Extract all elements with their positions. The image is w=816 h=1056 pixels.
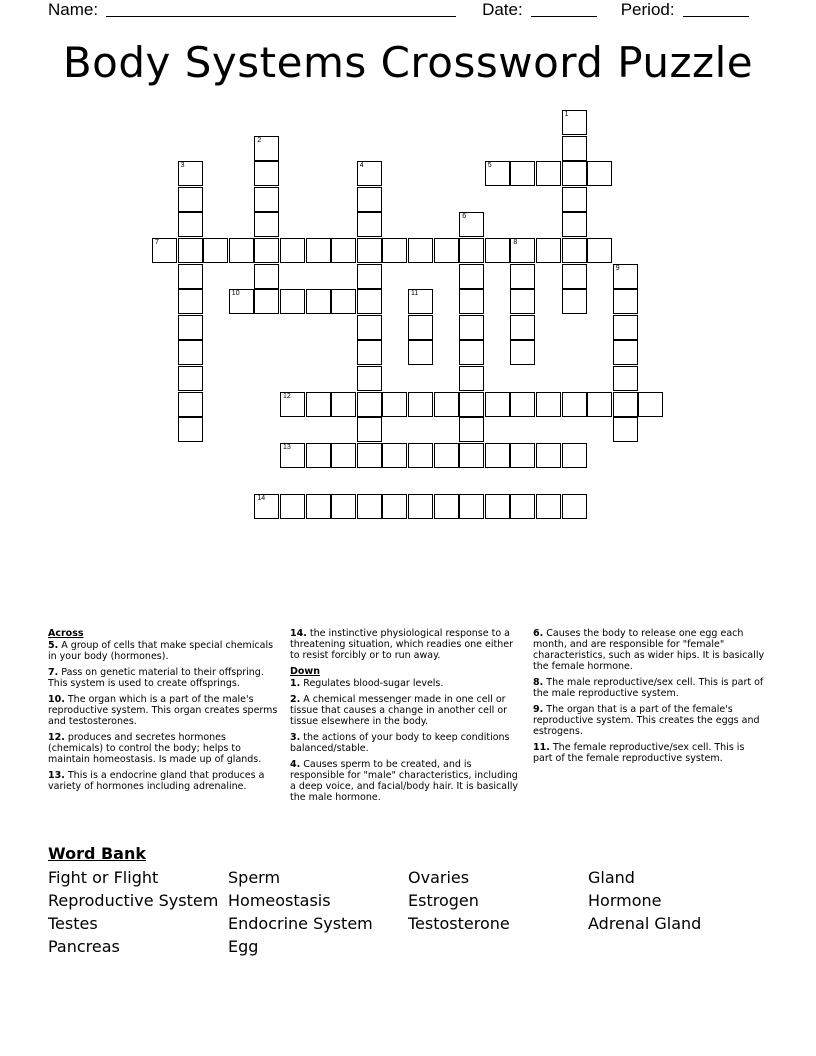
clue-number: 11 xyxy=(411,290,419,298)
grid-cell[interactable] xyxy=(434,238,459,263)
grid-cell[interactable] xyxy=(382,494,407,519)
clue-number: 12 xyxy=(283,392,291,400)
grid-cell[interactable] xyxy=(459,340,484,365)
grid-cell[interactable] xyxy=(331,392,356,417)
grid-cell[interactable] xyxy=(357,264,382,289)
clue-number: 13 xyxy=(283,443,291,451)
word-bank-item: Ovaries xyxy=(408,868,470,887)
grid-cell[interactable] xyxy=(613,392,638,417)
grid-cell[interactable] xyxy=(357,238,382,263)
grid-cell[interactable] xyxy=(485,161,510,186)
grid-cell[interactable] xyxy=(459,392,484,417)
grid-cell[interactable] xyxy=(178,315,203,340)
word-bank-item: Gland xyxy=(588,868,635,887)
clues-column-3 xyxy=(533,628,765,769)
grid-cell[interactable] xyxy=(485,443,510,468)
grid-cell[interactable] xyxy=(408,238,433,263)
grid-cell[interactable] xyxy=(178,366,203,391)
grid-cell[interactable] xyxy=(331,289,356,314)
grid-cell[interactable] xyxy=(562,187,587,212)
date-label: Date: xyxy=(482,0,523,19)
clue-across-10: 10. The organ which is a part of the male's reproductive system. This organ creates sperms and testosterones. xyxy=(48,694,278,727)
grid-cell[interactable] xyxy=(178,161,203,186)
word-bank-item: Testosterone xyxy=(408,914,510,933)
clues-column-2 xyxy=(290,628,522,808)
grid-cell[interactable] xyxy=(536,443,561,468)
grid-cell[interactable] xyxy=(510,315,535,340)
clue-number: 1 xyxy=(564,111,569,118)
clue-number: 7 xyxy=(155,239,159,246)
clue-number: 8 xyxy=(513,239,518,246)
grid-cell[interactable] xyxy=(562,161,587,186)
grid-cell[interactable] xyxy=(562,443,587,468)
clue-number: 14 xyxy=(257,495,266,502)
clue-across-12: 12. produces and secretes hormones (chemicals) to control the body; helps to maintain homeostasis. Is made up of glands. xyxy=(48,732,262,765)
grid-cell[interactable] xyxy=(306,443,331,468)
grid-cell[interactable] xyxy=(434,443,459,468)
clue-number: 5 xyxy=(487,162,492,170)
grid-cell[interactable] xyxy=(178,392,203,417)
clue-across-5: 5. A group of cells that make special chemicals in your body (hormones). xyxy=(48,640,274,662)
grid-cell[interactable] xyxy=(357,289,382,314)
grid-cell[interactable] xyxy=(562,494,587,519)
grid-cell[interactable] xyxy=(485,392,510,417)
word-bank-item: Reproductive System xyxy=(48,891,219,910)
word-bank-title: Word Bank xyxy=(48,844,147,863)
clue-across-14: 14. the instinctive physiological response to a threatening situation, which readies one either to resist forcibly or to run away. xyxy=(290,628,514,661)
grid-cell[interactable] xyxy=(382,443,407,468)
grid-cell[interactable] xyxy=(254,264,279,289)
grid-cell[interactable] xyxy=(203,238,228,263)
grid-cell[interactable] xyxy=(229,289,254,314)
grid-cell[interactable] xyxy=(178,187,203,212)
grid-cell[interactable] xyxy=(178,340,203,365)
page-title: Body Systems Crossword Puzzle xyxy=(62,38,754,87)
grid-cell[interactable] xyxy=(459,289,484,314)
grid-cell[interactable] xyxy=(434,494,459,519)
grid-cell[interactable] xyxy=(357,315,382,340)
clue-down-11: 11. The female reproductive/sex cell. This is part of the female reproductive system. xyxy=(533,742,745,764)
grid-cell[interactable] xyxy=(408,443,433,468)
grid-cell[interactable] xyxy=(459,366,484,391)
grid-cell[interactable] xyxy=(459,264,484,289)
grid-cell[interactable] xyxy=(536,392,561,417)
word-bank-item: Endocrine System xyxy=(228,914,373,933)
grid-cell[interactable] xyxy=(485,494,510,519)
grid-cell[interactable] xyxy=(254,212,279,237)
word-bank-item: Hormone xyxy=(588,891,662,910)
grid-cell[interactable] xyxy=(306,392,331,417)
word-bank-item: Testes xyxy=(48,914,98,933)
grid-cell[interactable] xyxy=(408,494,433,519)
name-label: Name: xyxy=(48,0,99,19)
grid-cell[interactable] xyxy=(280,289,305,314)
grid-cell[interactable] xyxy=(306,494,331,519)
grid-cell[interactable] xyxy=(562,110,587,135)
grid-cell[interactable] xyxy=(536,494,561,519)
grid-cell[interactable] xyxy=(280,443,305,468)
clue-across-13: 13. This is a endocrine gland that produces a variety of hormones including adrenaline. xyxy=(48,770,265,792)
grid-cell[interactable] xyxy=(408,315,433,340)
grid-cell[interactable] xyxy=(357,443,382,468)
grid-cell[interactable] xyxy=(280,392,305,417)
grid-cell[interactable] xyxy=(510,289,535,314)
grid-cell[interactable] xyxy=(587,161,612,186)
grid-cell[interactable] xyxy=(562,289,587,314)
grid-cell[interactable] xyxy=(254,494,279,519)
grid-cell[interactable] xyxy=(254,238,279,263)
grid-cell[interactable] xyxy=(254,136,279,161)
grid-cell[interactable] xyxy=(510,443,535,468)
grid-cell[interactable] xyxy=(613,264,638,289)
grid-cell[interactable] xyxy=(178,238,203,263)
grid-cell[interactable] xyxy=(382,392,407,417)
grid-cell[interactable] xyxy=(357,494,382,519)
grid-cell[interactable] xyxy=(152,238,177,263)
grid-cell[interactable] xyxy=(613,289,638,314)
clue-number: 10 xyxy=(231,290,240,298)
grid-cell[interactable] xyxy=(459,443,484,468)
word-bank-item: Sperm xyxy=(228,868,281,887)
clue-number: 4 xyxy=(359,162,364,170)
grid-cell[interactable] xyxy=(280,494,305,519)
word-bank-item: Egg xyxy=(228,937,259,956)
grid-cell[interactable] xyxy=(459,212,484,237)
grid-cell[interactable] xyxy=(536,238,561,263)
grid-cell[interactable] xyxy=(331,443,356,468)
clue-across-7: 7. Pass on genetic material to their offspring. This system is used to create offsprings. xyxy=(48,667,264,689)
grid-cell[interactable] xyxy=(306,238,331,263)
grid-cell[interactable] xyxy=(254,187,279,212)
clue-down-3: 3. the actions of your body to keep conditions balanced/stable. xyxy=(290,732,510,754)
word-bank-item: Pancreas xyxy=(48,937,120,956)
grid-cell[interactable] xyxy=(229,238,254,263)
word-bank-item: Fight or Flight xyxy=(48,868,159,887)
word-bank-item: Estrogen xyxy=(408,891,479,910)
grid-cell[interactable] xyxy=(178,289,203,314)
grid-cell[interactable] xyxy=(357,366,382,391)
grid-cell[interactable] xyxy=(331,238,356,263)
clue-number: 2 xyxy=(257,136,262,144)
grid-cell[interactable] xyxy=(459,417,484,442)
across-heading: Across xyxy=(48,628,84,639)
grid-cell[interactable] xyxy=(254,161,279,186)
grid-cell[interactable] xyxy=(357,417,382,442)
grid-cell[interactable] xyxy=(178,264,203,289)
grid-cell[interactable] xyxy=(408,392,433,417)
grid-cell[interactable] xyxy=(510,494,535,519)
down-heading: Down xyxy=(290,666,320,677)
grid-cell[interactable] xyxy=(613,315,638,340)
clue-down-6: 6. Causes the body to release one egg each month, and are responsible for "female" characteristics, such as wider hips. It is basically the female hormone. xyxy=(533,628,765,672)
grid-cell[interactable] xyxy=(510,238,535,263)
grid-cell[interactable] xyxy=(434,392,459,417)
grid-cell[interactable] xyxy=(485,238,510,263)
grid-cell[interactable] xyxy=(613,340,638,365)
clue-down-4: 4. Causes sperm to be created, and is responsible for "male" characteristics, including a deep voice, and facial/body hair. It is basically the male hormone. xyxy=(290,759,518,803)
grid-cell[interactable] xyxy=(587,392,612,417)
grid-cell[interactable] xyxy=(613,366,638,391)
clue-down-2: 2. A chemical messenger made in one cell or tissue that causes a change in another cell or tissue elsewhere in the body. xyxy=(290,694,508,727)
grid-cell[interactable] xyxy=(510,340,535,365)
grid-cell[interactable] xyxy=(459,315,484,340)
grid-cell[interactable] xyxy=(178,212,203,237)
grid-cell[interactable] xyxy=(357,340,382,365)
grid-cell[interactable] xyxy=(562,238,587,263)
grid-cell[interactable] xyxy=(357,161,382,186)
clue-number: 3 xyxy=(180,162,185,170)
grid-cell[interactable] xyxy=(459,494,484,519)
grid-cell[interactable] xyxy=(331,494,356,519)
grid-cell[interactable] xyxy=(357,392,382,417)
grid-cell[interactable] xyxy=(408,289,433,314)
clue-number: 9 xyxy=(615,264,620,272)
grid-cell[interactable] xyxy=(638,392,663,417)
clue-down-9: 9. The organ that is a part of the female's reproductive system. This creates the eggs and estrogens. xyxy=(533,704,760,737)
clue-down-1: 1. Regulates blood-sugar levels. xyxy=(290,678,444,689)
grid-cell[interactable] xyxy=(254,289,279,314)
grid-cell[interactable] xyxy=(562,136,587,161)
grid-cell[interactable] xyxy=(280,238,305,263)
grid-cell[interactable] xyxy=(613,417,638,442)
grid-cell[interactable] xyxy=(536,161,561,186)
grid-cell[interactable] xyxy=(562,392,587,417)
grid-cell[interactable] xyxy=(562,212,587,237)
clue-down-8: 8. The male reproductive/sex cell. This is part of the male reproductive system. xyxy=(533,677,764,699)
word-bank xyxy=(48,866,768,958)
grid-cell[interactable] xyxy=(562,264,587,289)
grid-cell[interactable] xyxy=(408,340,433,365)
grid-cell[interactable] xyxy=(459,238,484,263)
grid-cell[interactable] xyxy=(178,417,203,442)
grid-cell[interactable] xyxy=(587,238,612,263)
clues-column-1 xyxy=(48,628,280,797)
word-bank-item: Homeostasis xyxy=(228,891,331,910)
grid-cell[interactable] xyxy=(357,212,382,237)
grid-cell[interactable] xyxy=(306,289,331,314)
grid-cell[interactable] xyxy=(510,161,535,186)
grid-cell[interactable] xyxy=(510,392,535,417)
grid-cell[interactable] xyxy=(510,264,535,289)
grid-cell[interactable] xyxy=(382,238,407,263)
clue-number: 6 xyxy=(462,213,467,221)
period-label: Period: xyxy=(620,0,675,19)
grid-cell[interactable] xyxy=(357,187,382,212)
word-bank-item: Adrenal Gland xyxy=(588,914,702,933)
